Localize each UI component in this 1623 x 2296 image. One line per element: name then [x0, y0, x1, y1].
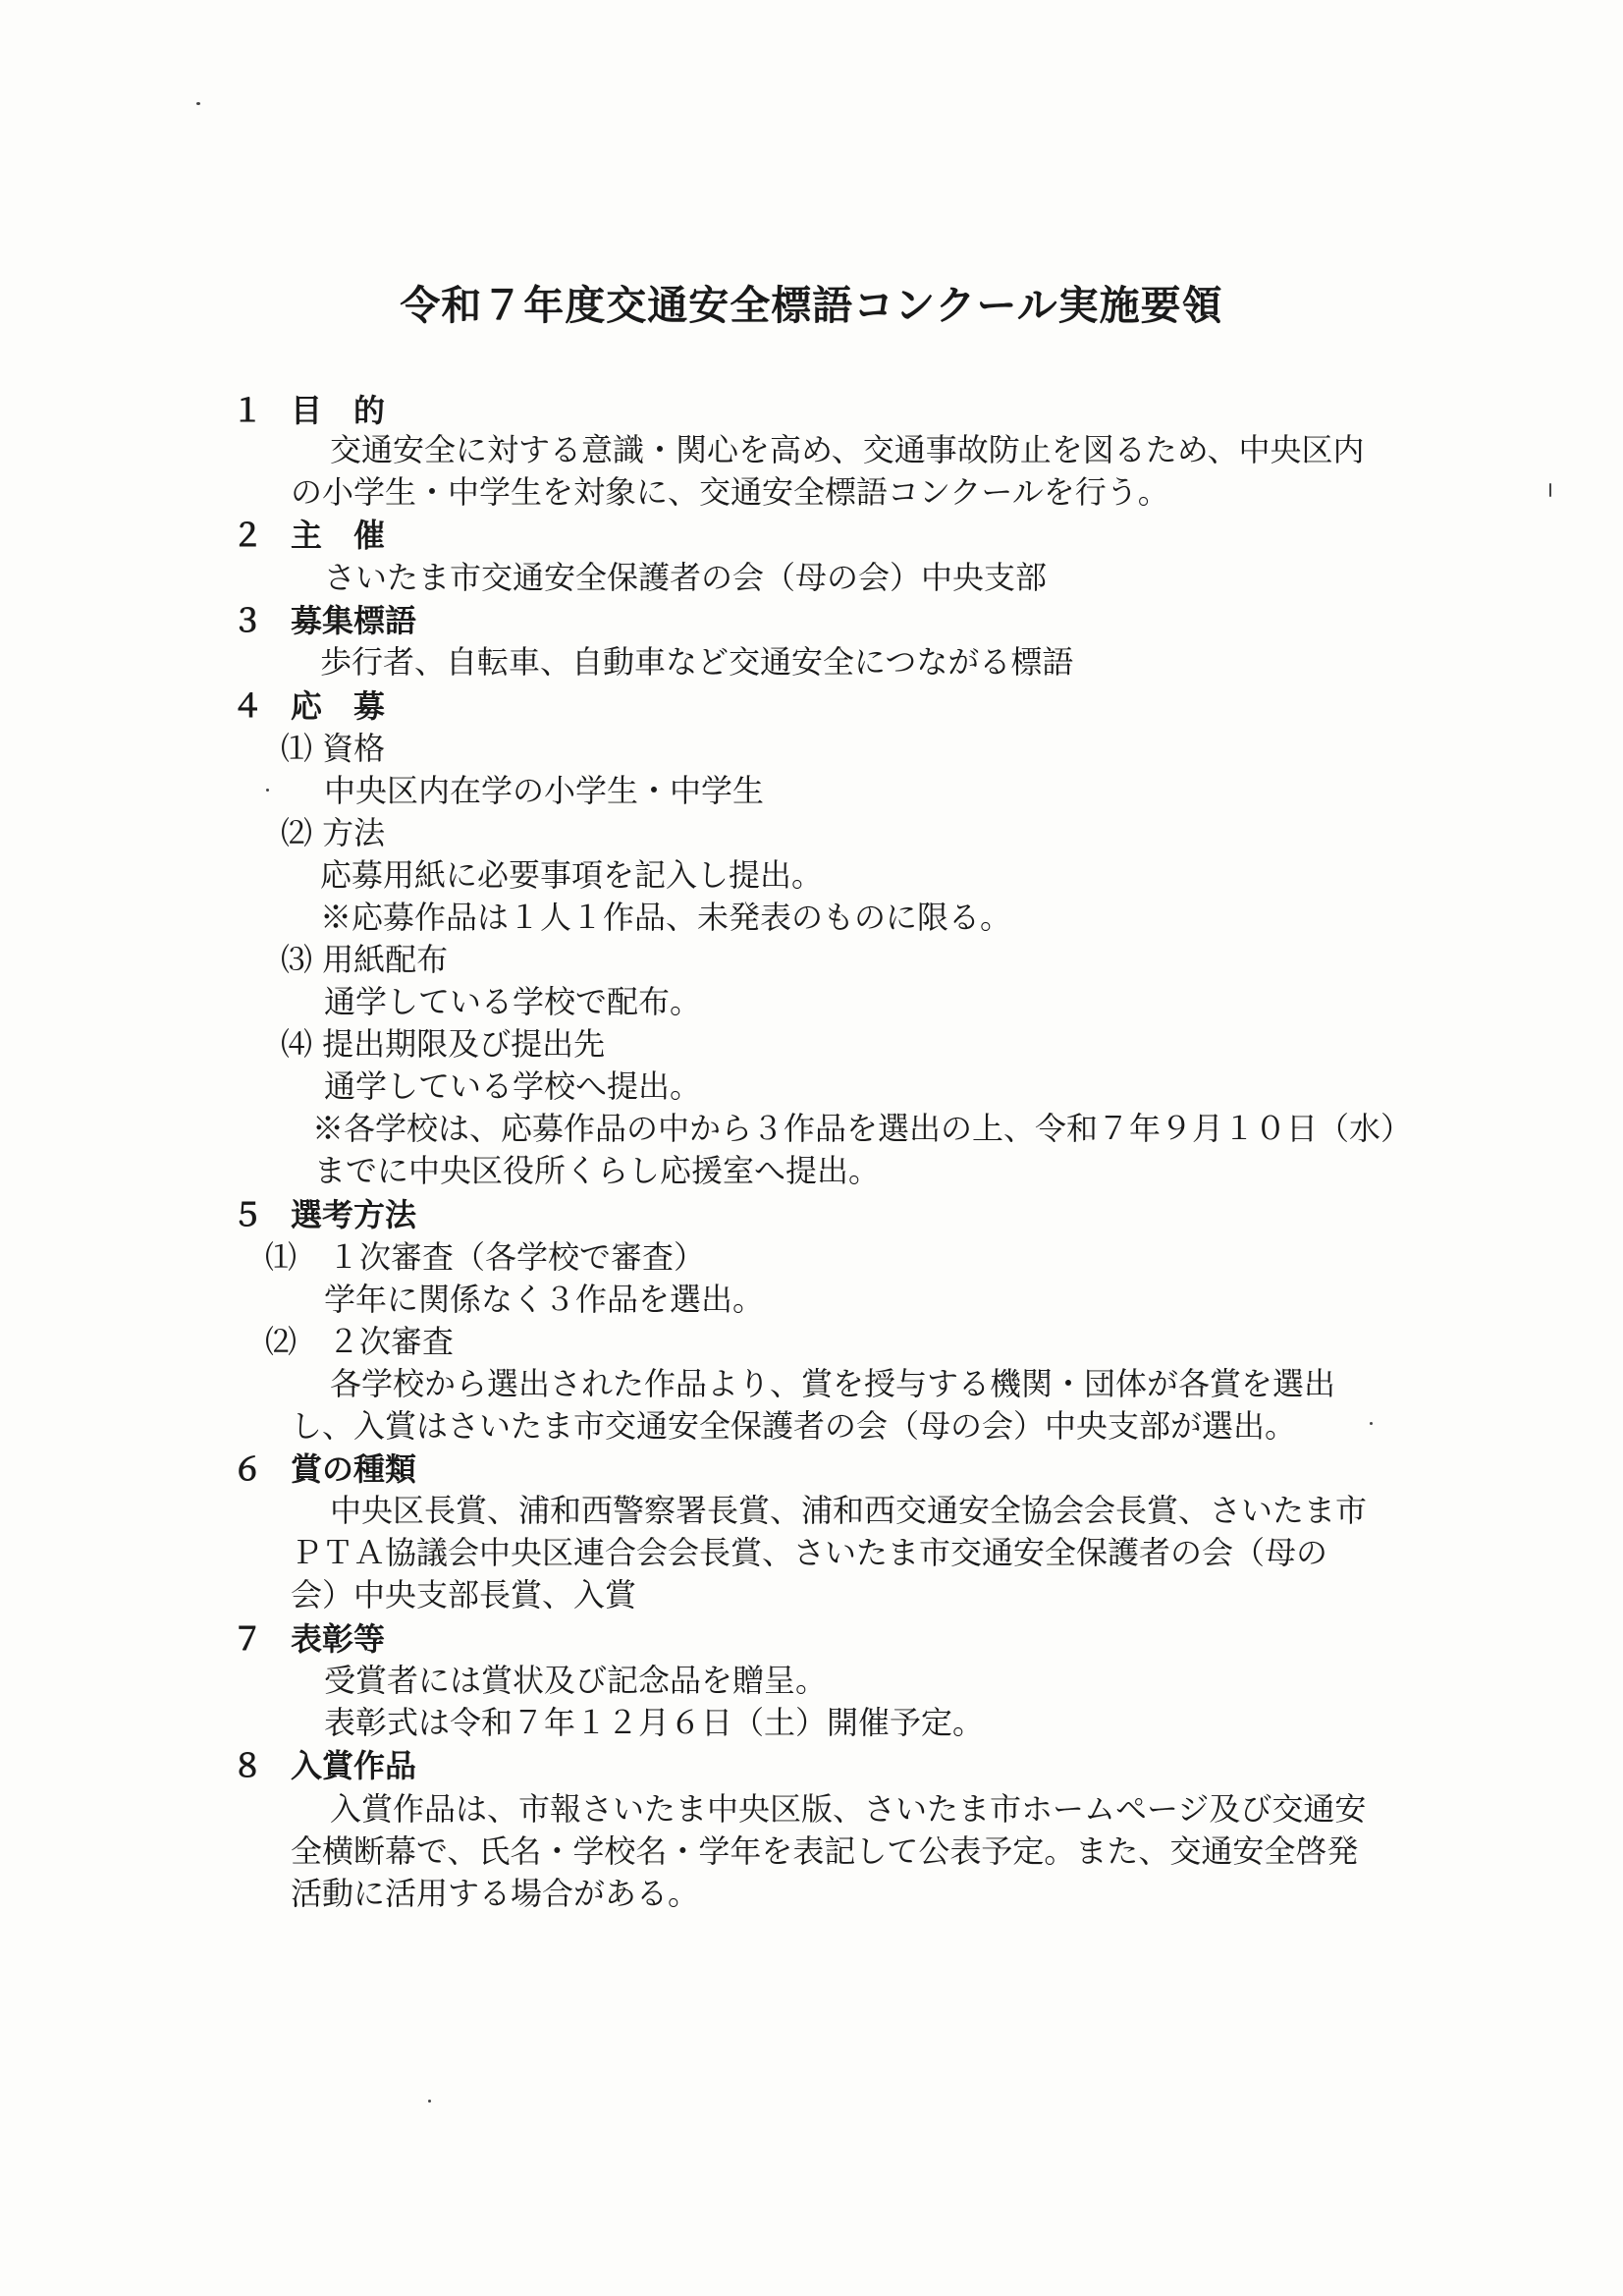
section-6-line-1: 中央区長賞、浦和西警察署長賞、浦和西交通安全協会会長賞、さいたま市: [330, 1492, 1368, 1529]
section-3-heading: ３ 募集標語: [232, 602, 417, 639]
section-4-item-3-label: ⑶ 用紙配布: [281, 941, 449, 978]
section-5-item-1-label: ⑴ １次審査（各学校で審査）: [265, 1238, 706, 1276]
section-7-line-1: 受賞者には賞状及び記念品を贈呈。: [324, 1662, 828, 1699]
section-2-line-1: さいたま市交通安全保護者の会（母の会）中央支部: [324, 559, 1048, 596]
section-3-line-1: 歩行者、自転車、自動車など交通安全につながる標語: [320, 643, 1074, 681]
section-2-heading: ２ 主 催: [232, 517, 386, 554]
section-5-item-2-line-2: し、入賞はさいたま市交通安全保護者の会（母の会）中央支部が選出。: [291, 1407, 1297, 1445]
section-4-note-line-2: までに中央区役所くらし応援室へ提出。: [314, 1152, 881, 1189]
section-8-line-1: 入賞作品は、市報さいたま中央区版、さいたま市ホームページ及び交通安: [330, 1790, 1367, 1828]
section-8-line-2: 全横断幕で、氏名・学校名・学年を表記して公表予定。また、交通安全啓発: [291, 1832, 1359, 1870]
section-4-item-1-label: ⑴ 資格: [281, 730, 386, 767]
section-4-item-3-line-1: 通学している学校で配布。: [324, 983, 702, 1020]
section-4-item-2-line-1: 応募用紙に必要事項を記入し提出。: [320, 856, 824, 894]
section-5-item-2-line-1: 各学校から選出された作品より、賞を授与する機関・団体が各賞を選出: [330, 1365, 1336, 1402]
scan-speck: [1370, 1422, 1373, 1425]
scan-speck: [196, 102, 200, 105]
section-7-line-2: 表彰式は令和７年１２月６日（土）開催予定。: [324, 1704, 985, 1741]
section-5-item-1-line-1: 学年に関係なく３作品を選出。: [324, 1281, 765, 1318]
section-4-item-1-line-1: 中央区内在学の小学生・中学生: [324, 772, 765, 809]
scan-speck: [266, 789, 269, 792]
section-8-line-3: 活動に活用する場合がある。: [291, 1875, 700, 1912]
section-6-heading: ６ 賞の種類: [232, 1450, 417, 1488]
section-4-item-4-label: ⑷ 提出期限及び提出先: [281, 1025, 606, 1063]
section-7-heading: ７ 表彰等: [232, 1620, 386, 1658]
section-1-line-1: 交通安全に対する意識・関心を高め、交通事故防止を図るため、中央区内: [330, 431, 1365, 468]
section-8-heading: ８ 入賞作品: [232, 1747, 417, 1784]
section-4-item-4-line-1: 通学している学校へ提出。: [324, 1067, 702, 1105]
section-6-line-3: 会）中央支部長賞、入賞: [291, 1576, 637, 1613]
section-5-heading: ５ 選考方法: [232, 1196, 417, 1233]
section-4-note-line-1: ※各学校は、応募作品の中から３作品を選出の上、令和７年９月１０日（水）: [312, 1110, 1413, 1147]
section-1-line-2: の小学生・中学生を対象に、交通安全標語コンクールを行う。: [291, 473, 1169, 511]
section-4-heading: ４ 応 募: [232, 687, 386, 725]
section-4-item-2-label: ⑵ 方法: [281, 814, 386, 851]
section-6-line-2: ＰＴＡ協議会中央区連合会会長賞、さいたま市交通安全保護者の会（母の: [291, 1534, 1328, 1571]
section-1-heading: １ 目 的: [232, 392, 386, 429]
section-4-item-2-line-2: ※応募作品は１人１作品、未発表のものに限る。: [320, 899, 1012, 936]
document-title: 令和７年度交通安全標語コンクール実施要領: [400, 282, 1223, 329]
scan-speck: [428, 2100, 431, 2103]
scan-speck: [1549, 483, 1551, 497]
section-5-item-2-label: ⑵ ２次審査: [265, 1323, 455, 1360]
